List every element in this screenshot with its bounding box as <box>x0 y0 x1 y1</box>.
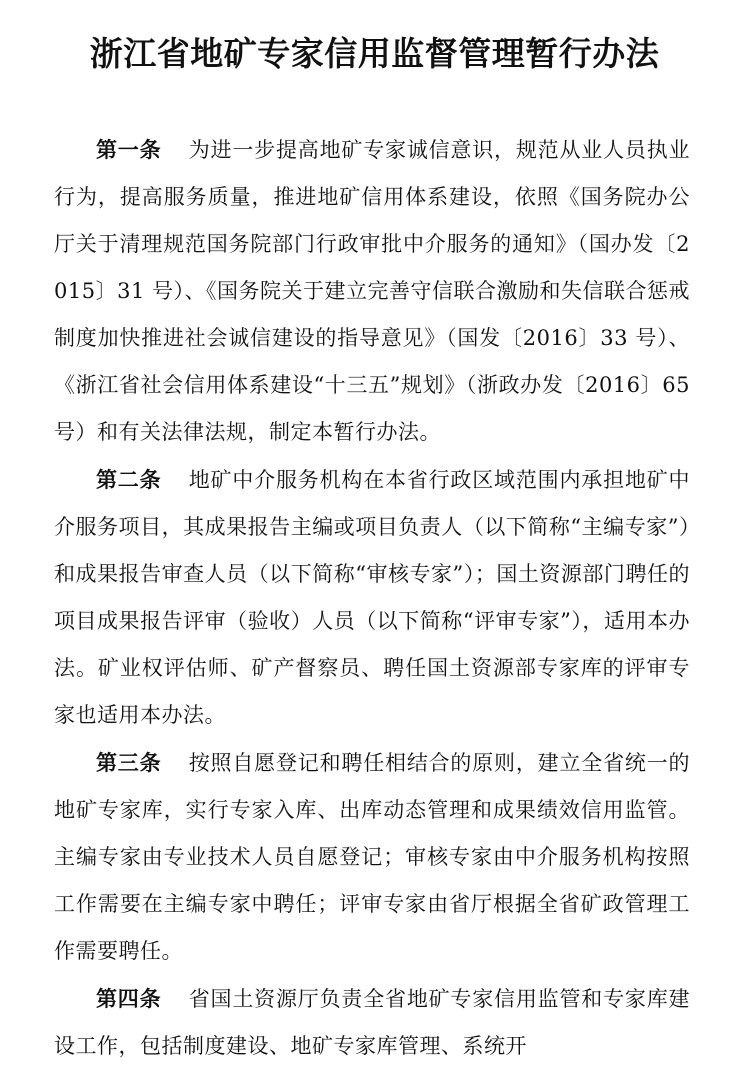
article-3-text: 按照自愿登记和聘任相结合的原则，建立全省统一的地矿专家库，实行专家入库、出库动态管理和成果绩效信用监管。主编专家由专业技术人员自愿登记；审核专家由中介服务机构按照工作需要在主编专家中聘任；评审专家由省厅根据全省矿政管理工作需要聘任。 <box>54 751 691 963</box>
article-2-text: 地矿中介服务机构在本省行政区域范围内承担地矿中介服务项目，其成果报告主编或项目负责人（以下简称“主编专家”）和成果报告审查人员（以下简称“审核专家”）；国土资源部门聘任的项目成果报告评审（验收）人员（以下简称“评审专家”），适用本办法。矿业权评估师、矿产督察员、聘任国土资源部专家库的评审专家也适用本办法。 <box>54 468 691 727</box>
article-4 <box>54 975 690 1070</box>
article-2 <box>54 456 690 739</box>
document-body <box>54 126 690 1070</box>
article-1 <box>54 126 690 456</box>
article-1-text: 为进一步提高地矿专家诚信意识，规范从业人员执业行为，提高服务质量，推进地矿信用体系建设，依照《国务院办公厅关于清理规范国务院部门行政审批中介服务的通知》（国办发〔2015〕31 号）、《国务院关于建立完善守信联合激励和失信联合惩戒制度加快推进社会诚信建设的指导意见》（国发〔2016〕33 号）、《浙江省社会信用体系建设“十三五”规划》（浙政办发〔2016〕65 号）和有关法律法规，制定本暂行办法。 <box>54 138 691 444</box>
article-1-heading: 第一条 <box>96 137 162 162</box>
article-4-heading: 第四条 <box>96 986 162 1011</box>
article-4-text: 省国土资源厅负责全省地矿专家信用监管和专家库建设工作，包括制度建设、地矿专家库管理、系统开 <box>54 987 691 1058</box>
document-title: 浙江省地矿专家信用监督管理暂行办法 <box>89 34 660 73</box>
article-2-heading: 第二条 <box>96 467 162 492</box>
article-3 <box>54 739 690 975</box>
article-3-heading: 第三条 <box>96 750 162 775</box>
